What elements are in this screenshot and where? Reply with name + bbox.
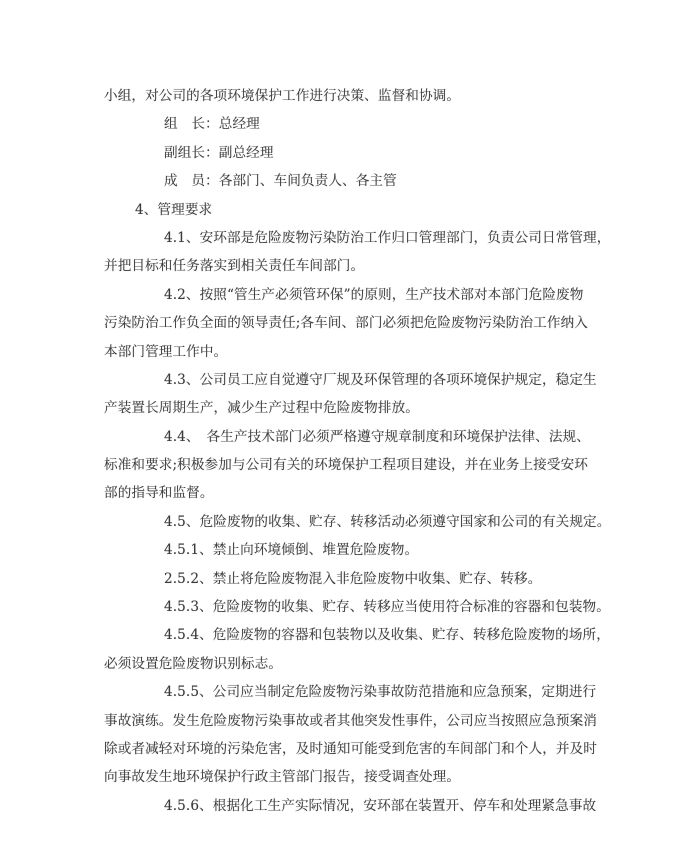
clause-4-5-6 [104,792,600,820]
clause-4-3 [104,366,600,423]
clause-2-5-2 [104,565,600,593]
clause-4-5-3 [104,593,610,621]
para-deputy-group-leader [104,139,600,167]
text-line: 本部门管理工作中。 [104,343,228,360]
clause-4-5-4 [104,621,610,678]
text-line: 4.5.3、危险废物的收集、贮存、转移应当使用符合标准的容器和包装物。 [164,599,610,616]
para-intro-continuation [104,82,600,110]
text-line: 组 长：总经理 [164,116,260,133]
text-line: 污染防治工作负全面的领导责任;各车间、部门必须把危险废物污染防治工作纳入 [104,315,588,332]
text-line: 4.4、 各生产技术部门必须严格遵守规章制度和环境保护法律、法规、 [164,428,590,445]
clause-4-2 [104,281,600,366]
text-line: 4、管理要求 [135,201,213,218]
para-group-leader [104,110,600,138]
clause-4-5-5 [104,678,600,792]
heading-section-4 [104,196,600,224]
text-line: 4.5.1、禁止向环境倾倒、堆置危险废物。 [164,542,419,559]
text-line: 除或者减轻对环境的污染危害，及时通知可能受到危害的车间部门和个人，并及时 [104,740,597,757]
text-line: 2.5.2、禁止将危险废物混入非危险废物中收集、贮存、转移。 [164,570,542,587]
clause-4-4 [104,423,600,508]
text-line: 4.1、安环部是危险废物污染防治工作归口管理部门，负责公司日常管理， [164,229,611,246]
text-line: 产装置长周期生产，减少生产过程中危险废物排放。 [104,400,419,417]
para-members [104,167,600,195]
text-line: 4.5.4、危险废物的容器和包装物以及收集、贮存、转移危险废物的场所， [164,627,610,644]
text-line: 4.5、危险废物的收集、贮存、转移活动必须遵守国家和公司的有关规定。 [164,513,611,530]
clause-4-5-1 [104,536,600,564]
text-line: 部的指导和监督。 [104,485,214,502]
text-line: 向事故发生地环境保护行政主管部门报告，接受调查处理。 [104,769,461,786]
text-line: 小组，对公司的各项环境保护工作进行决策、监督和协调。 [104,88,461,104]
text-line: 标准和要求;积极参加与公司有关的环境保护工程项目建设，并在业务上接受安环 [104,457,588,474]
text-line: 事故演练。发生危险废物污染事故或者其他突发性事件，公司应当按照应急预案消 [104,712,597,729]
text-line: 并把目标和任务落实到相关责任车间部门。 [104,258,365,275]
text-line: 副组长：副总经理 [164,144,274,161]
text-line: 4.3、公司员工应自觉遵守厂规及环保管理的各项环境保护规定，稳定生 [164,371,597,388]
text-line: 成 员：各部门、车间负责人、各主管 [164,173,397,190]
document-text-block [104,82,611,820]
text-line: 4.5.5、公司应当制定危险废物污染事故防范措施和应急预案，定期进行 [164,684,597,701]
text-line: 4.5.6、根据化工生产实际情况，安环部在装置开、停车和处理紧急事故 [164,797,597,814]
clause-4-1 [104,224,611,281]
clause-4-5 [104,508,611,536]
text-line: 必须设置危险废物识别标志。 [104,655,283,672]
text-line: 4.2、按照“管生产必须管环保”的原则，生产技术部对本部门危险废物 [164,286,584,303]
